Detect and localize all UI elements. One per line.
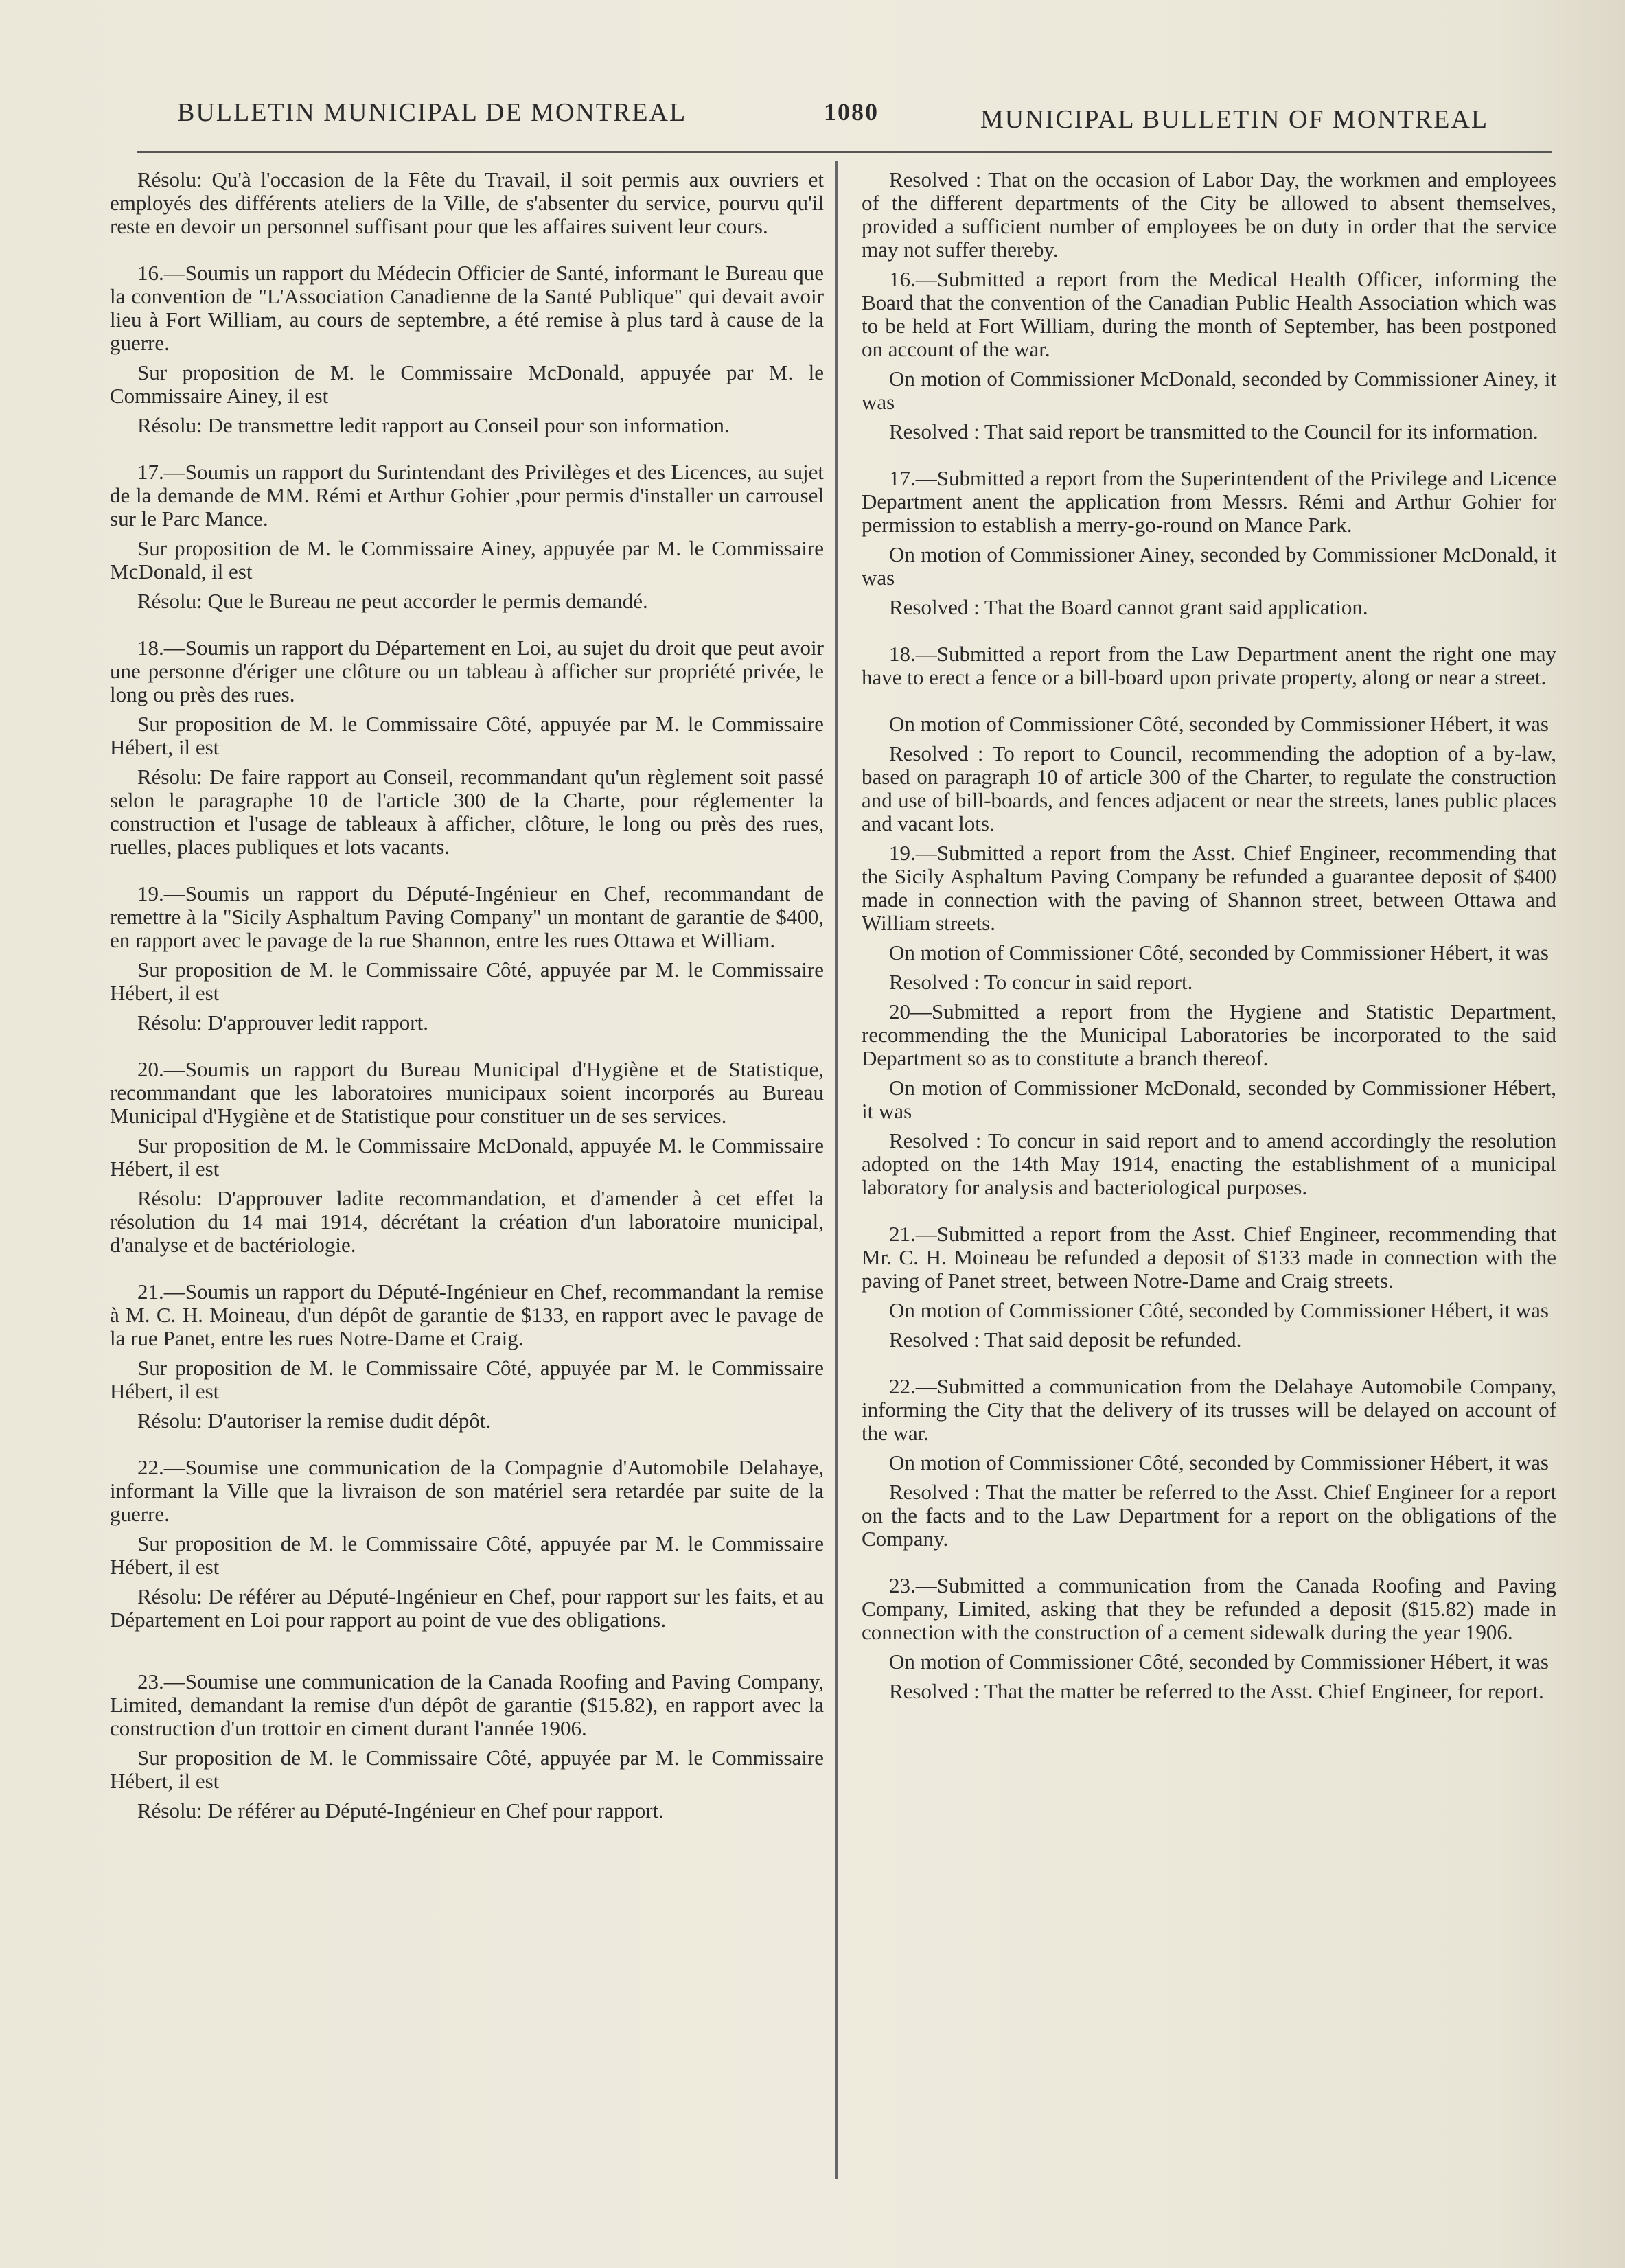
paragraph: On motion of Commissioner Côté, seconded by Commissioner Hébert, it was <box>889 1650 1549 1674</box>
paragraph: Resolved : That the Board cannot grant said application. <box>889 595 1368 619</box>
column-divider <box>835 161 838 2179</box>
paragraph: Résolu: D'autoriser la remise dudit dépôt. <box>137 1409 492 1433</box>
paragraph: 20—Submitted a report from the Hygiene and Statistic Department, recommending the the Municipal Laboratories be incorporated to the said Department so as to constitute a branch thereof. <box>862 999 1556 1070</box>
paragraph: Sur proposition de M. le Commissaire Côté, appuyée par M. le Commissaire Hébert, il est <box>110 712 824 759</box>
paragraph: Résolu: D'approuver ledit rapport. <box>137 1010 428 1034</box>
paragraph: 21.—Soumis un rapport du Député-Ingénieur en Chef, recommandant la remise à M. C. H. Moineau, d'un dépôt de garantie de $133, en rapport avec le pavage de la rue Panet, entre les rues Notre-Dame et Craig. <box>110 1280 824 1350</box>
paragraph: 17.—Soumis un rapport du Surintendant des Privilèges et des Licences, au sujet de la demande de MM. Rémi et Arthur Gohier ,pour permis d'installer un carrousel sur le Parc Mance. <box>110 460 824 531</box>
paragraph: 20.—Soumis un rapport du Bureau Municipal d'Hygiène et de Statistique, recommandant que les laboratoires municipaux soient incorporés au Bureau Municipal d'Hygiène et de Statistique pour constituer un de ses services. <box>110 1057 824 1128</box>
paragraph: On motion of Commissioner Côté, seconded by Commissioner Hébert, it was <box>889 712 1549 736</box>
paragraph: Résolu: De transmettre ledit rapport au Conseil pour son information. <box>137 413 730 437</box>
paragraph: 23.—Soumise une communication de la Canada Roofing and Paving Company, Limited, demandant la remise d'un dépôt de garantie ($15.82), en rapport avec la construction d'un trottoir en ciment durant l'année 1906. <box>110 1669 824 1740</box>
paragraph: Résolu: De référer au Député-Ingénieur en Chef pour rapport. <box>137 1798 664 1822</box>
paragraph: Résolu: Qu'à l'occasion de la Fête du Travail, il soit permis aux ouvriers et employés des différents ateliers de la Ville, de s'absenter du service, pourvu qu'il reste en devoir un personnel suffisant pour que les affaires suivent leur cours. <box>110 167 824 238</box>
paragraph: Sur proposition de M. le Commissaire McDonald, appuyée M. le Commissaire Hébert, il est <box>110 1133 824 1181</box>
header-rule <box>137 151 1552 153</box>
paragraph: Résolu: De faire rapport au Conseil, recommandant qu'un règlement soit passé selon le paragraphe 10 de l'article 300 de la Charte, pour réglementer la construction et l'usage de tableaux à afficher, clôture, le long ou près des rues, ruelles, places publiques et lots vacants. <box>110 765 824 859</box>
paragraph: 21.—Submitted a report from the Asst. Chief Engineer, recommending that Mr. C. H. Moineau be refunded a deposit of $133 made in connection with the paving of Panet street, between Notre-Dame and Craig streets. <box>862 1222 1556 1293</box>
paragraph: Sur proposition de M. le Commissaire Côté, appuyée par M. le Commissaire Hébert, il est <box>110 1531 824 1579</box>
paragraph: 22.—Submitted a communication from the Delahaye Automobile Company, informing the City that the delivery of its trusses will be delayed on account of the war. <box>862 1374 1556 1445</box>
paragraph: 18.—Submitted a report from the Law Department anent the right one may have to erect a fence or a bill-board upon private property, along or near a street. <box>862 642 1556 689</box>
paragraph: 19.—Soumis un rapport du Député-Ingénieur en Chef, recommandant de remettre à la "Sicily Asphaltum Paving Company" un montant de garantie de $400, en rapport avec le pavage de la rue Shannon, entre les rues Ottawa et William. <box>110 881 824 952</box>
paragraph: On motion of Commissioner Ainey, seconded by Commissioner McDonald, it was <box>862 542 1556 590</box>
paragraph: Sur proposition de M. le Commissaire Côté, appuyée par M. le Commissaire Hébert, il est <box>110 958 824 1005</box>
paragraph: Résolu: De référer au Député-Ingénieur en Chef, pour rapport sur les faits, et au Département en Loi pour rapport au point de vue des obligations. <box>110 1584 824 1632</box>
paragraph: Resolved : That the matter be referred to the Asst. Chief Engineer, for report. <box>889 1679 1544 1703</box>
page-number: 1080 <box>824 98 879 126</box>
paragraph: On motion of Commissioner Côté, seconded by Commissioner Hébert, it was <box>889 1450 1549 1474</box>
paragraph: 16.—Soumis un rapport du Médecin Officier de Santé, informant le Bureau que la convention de "L'Association Canadienne de la Santé Publique" qui devait avoir lieu à Fort William, au cours de septembre, a été remise à plus tard à cause de la guerre. <box>110 261 824 355</box>
paragraph: On motion of Commissioner McDonald, seconded by Commissioner Ainey, it was <box>862 367 1556 414</box>
header-title-english: MUNICIPAL BULLETIN OF MONTREAL <box>980 105 1489 134</box>
paragraph: On motion of Commissioner Côté, seconded by Commissioner Hébert, it was <box>889 940 1549 964</box>
page-header <box>172 91 1524 132</box>
paragraph: Resolved : To report to Council, recommending the adoption of a by-law, based on paragraph 10 of article 300 of the Charter, to regulate the construction and use of bill-boards, and fences adjacent or near the streets, lanes public places and vacant lots. <box>862 741 1556 835</box>
paragraph: 17.—Submitted a report from the Superintendent of the Privilege and Licence Department anent the application from Messrs. Rémi and Arthur Gohier for permission to establish a merry-go-round on Mance Park. <box>862 466 1556 537</box>
paragraph: Resolved : That the matter be referred to the Asst. Chief Engineer for a report on the facts and to the Law Department for a report on the obligations of the Company. <box>862 1480 1556 1551</box>
paragraph: Resolved : To concur in said report and to amend accordingly the resolution adopted on the 14th May 1914, enacting the establishment of a municipal laboratory for analysis and bacteriological purposes. <box>862 1129 1556 1199</box>
paragraph: Resolved : That said report be transmitted to the Council for its information. <box>889 419 1538 443</box>
paragraph: Résolu: Que le Bureau ne peut accorder le permis demandé. <box>137 589 648 613</box>
paragraph: 16.—Submitted a report from the Medical Health Officer, informing the Board that the convention of the Canadian Public Health Association which was to be held at Fort William, during the month of September, has been postponed on account of the war. <box>862 267 1556 361</box>
paragraph: Résolu: D'approuver ladite recommandation, et d'amender à cet effet la résolution du 14 mai 1914, décrétant la création d'un laboratoire municipal, d'analyse et de bactériologie. <box>110 1186 824 1257</box>
paragraph: 18.—Soumis un rapport du Département en Loi, au sujet du droit que peut avoir une personne d'ériger une clôture ou un tableau à afficher sur propriété privée, le long ou près des rues. <box>110 636 824 706</box>
paragraph: Sur proposition de M. le Commissaire Côté, appuyée par M. le Commissaire Hébert, il est <box>110 1746 824 1793</box>
paragraph: On motion of Commissioner McDonald, seconded by Commissioner Hébert, it was <box>862 1076 1556 1123</box>
english-column <box>862 168 1556 1709</box>
paragraph: Resolved : That said deposit be refunded. <box>889 1328 1242 1352</box>
paragraph: Sur proposition de M. le Commissaire Côté, appuyée par M. le Commissaire Hébert, il est <box>110 1356 824 1403</box>
paragraph: 19.—Submitted a report from the Asst. Chief Engineer, recommending that the Sicily Asphaltum Paving Company be refunded a guarantee deposit of $400 made in connection with the paving of Shannon street, between Ottawa and William streets. <box>862 841 1556 935</box>
header-title-french: BULLETIN MUNICIPAL DE MONTREAL <box>177 98 687 127</box>
paragraph: Sur proposition de M. le Commissaire Ainey, appuyée par M. le Commissaire McDonald, il est <box>110 536 824 583</box>
paragraph: Resolved : That on the occasion of Labor Day, the workmen and employees of the different departments of the City be allowed to absent themselves, provided a sufficient number of employees be on duty in order that the service may not suffer thereby. <box>862 167 1556 262</box>
paragraph: Sur proposition de M. le Commissaire McDonald, appuyée par M. le Commissaire Ainey, il est <box>110 360 824 408</box>
paragraph: 22.—Soumise une communication de la Compagnie d'Automobile Delahaye, informant la Ville que la livraison de son matériel sera retardée par suite de la guerre. <box>110 1455 824 1526</box>
paragraph: 23.—Submitted a communication from the Canada Roofing and Paving Company, Limited, asking that they be refunded a deposit ($15.82) made in connection with the construction of a cement sidewalk during the year 1906. <box>862 1573 1556 1644</box>
french-column <box>110 168 824 1829</box>
paragraph: On motion of Commissioner Côté, seconded by Commissioner Hébert, it was <box>889 1298 1549 1322</box>
paragraph: Resolved : To concur in said report. <box>889 970 1193 994</box>
